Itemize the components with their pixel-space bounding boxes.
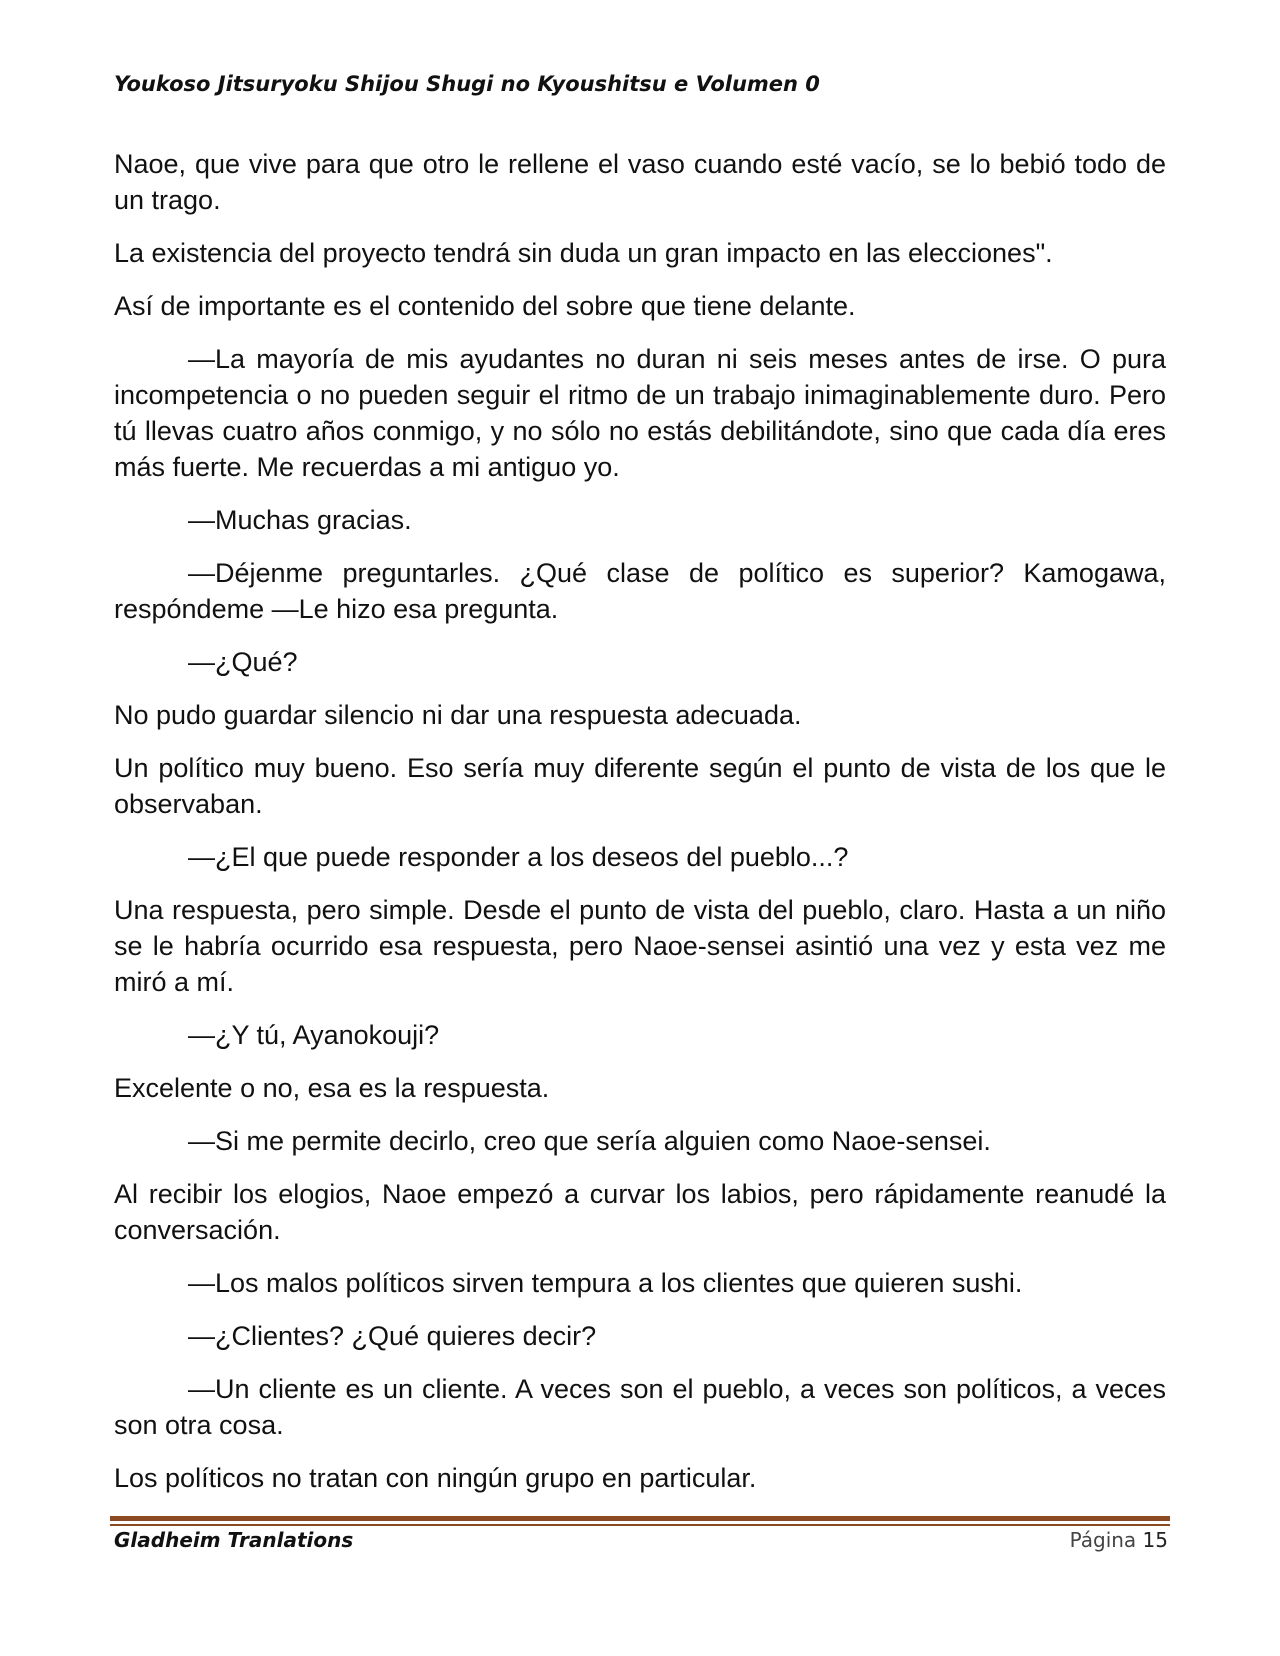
dialogue-paragraph: —¿Y tú, Ayanokouji? (188, 1020, 440, 1050)
dialogue-paragraph: —Si me permite decirlo, creo que sería alguien como Naoe-sensei. (188, 1126, 991, 1156)
body-text (114, 146, 1166, 1513)
dialogue-paragraph: —¿Qué? (188, 647, 298, 677)
dialogue-paragraph: —Muchas gracias. (188, 505, 412, 535)
dialogue-paragraph: —Los malos políticos sirven tempura a los clientes que quieren sushi. (188, 1268, 1023, 1298)
paragraph: Los políticos no tratan con ningún grupo en particular. (114, 1463, 757, 1493)
dialogue-paragraph: —Un cliente es un cliente. A veces son el pueblo, a veces son políticos, a veces son otra cosa. (114, 1374, 1166, 1440)
footer-divider-thin (110, 1524, 1170, 1526)
page-number-block (1070, 1528, 1168, 1552)
paragraph: Una respuesta, pero simple. Desde el punto de vista del pueblo, claro. Hasta a un niño se le habría ocurrido esa respuesta, pero Naoe-sensei asintió una vez y esta vez me miró a mí. (114, 895, 1166, 997)
paragraph: Así de importante es el contenido del sobre que tiene delante. (114, 291, 856, 321)
dialogue-paragraph: —La mayoría de mis ayudantes no duran ni seis meses antes de irse. O pura incompetencia o no pueden seguir el ritmo de un trabajo inimaginablemente duro. Pero tú llevas cuatro años conmigo, y no sólo no estás debilitándote, sino que cada día eres más fuerte. Me recuerdas a mi antiguo yo. (114, 344, 1166, 482)
page-number: 15 (1142, 1528, 1168, 1552)
paragraph: Naoe, que vive para que otro le rellene el vaso cuando esté vacío, se lo bebió todo de un trago. (114, 149, 1166, 215)
page-header-title: Youkoso Jitsuryoku Shijou Shugi no Kyoushitsu e Volumen 0 (114, 72, 820, 96)
paragraph: La existencia del proyecto tendrá sin duda un gran impacto en las elecciones". (114, 238, 1053, 268)
paragraph: Al recibir los elogios, Naoe empezó a curvar los labios, pero rápidamente reanudé la conversación. (114, 1179, 1166, 1245)
dialogue-paragraph: —¿Clientes? ¿Qué quieres decir? (188, 1321, 597, 1351)
page-label: Página (1069, 1528, 1137, 1552)
footer-divider-thick (110, 1516, 1170, 1521)
dialogue-paragraph: —Déjenme preguntarles. ¿Qué clase de político es superior? Kamogawa, respóndeme —Le hizo esa pregunta. (114, 558, 1166, 624)
paragraph: No pudo guardar silencio ni dar una respuesta adecuada. (114, 700, 802, 730)
dialogue-paragraph: —¿El que puede responder a los deseos del pueblo...? (188, 842, 849, 872)
footer-credit: Gladheim Tranlations (114, 1528, 354, 1552)
paragraph: Excelente o no, esa es la respuesta. (114, 1073, 550, 1103)
paragraph: Un político muy bueno. Eso sería muy diferente según el punto de vista de los que le observaban. (114, 753, 1166, 819)
